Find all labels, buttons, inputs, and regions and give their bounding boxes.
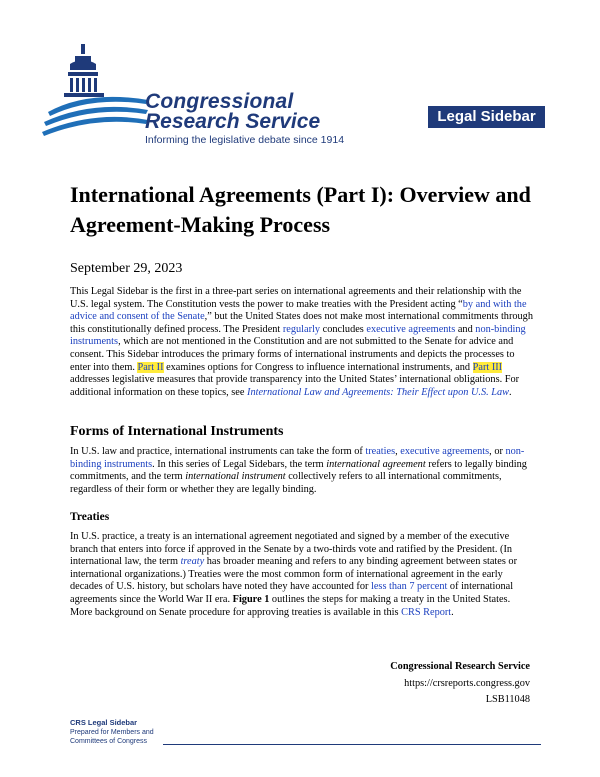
- link-part-iii[interactable]: Part III: [472, 361, 503, 373]
- footer-url[interactable]: https://crsreports.congress.gov: [404, 678, 530, 689]
- intro-paragraph: This Legal Sidebar is the first in a three-part series on international agreements and their relationship with the U.S. legal system. The Constitution vests the power to make treaties with the President acting “by and with the advice and consent of the Senate,” but the United States does not make most international commitments through this constitutionally defined process. The President regularly concludes executive agreements and non-binding instruments, which are not mentioned in the Constitution and are not submitted to the Senate for advice and consent. This Sidebar introduces the primary forms of international instruments and depicts the processes to enter into them. Part II examines options for Congress to influence international instruments, and Part III addresses legislative measures that provide transparency into the United States’ international obligations. For additional information on these topics, see International Law and Agreements: Their Effect upon U.S. Law.: [70, 286, 533, 398]
- link-international-law-report[interactable]: International Law and Agreements: Their Effect upon U.S. Law: [247, 386, 510, 398]
- capitol-dome-logo-icon: [40, 42, 150, 142]
- link-crs-report[interactable]: CRS Report: [401, 606, 452, 618]
- link-non-binding-instruments-2[interactable]: non-binding instruments: [70, 446, 525, 470]
- link-less-than-7-percent[interactable]: less than 7 percent: [371, 581, 448, 593]
- link-treaty[interactable]: treaty: [180, 556, 205, 568]
- crs-header: [40, 42, 560, 150]
- footer-left-line3: Committees of Congress: [70, 738, 148, 745]
- link-executive-agreements-2[interactable]: executive agreements: [400, 446, 490, 457]
- forms-paragraph: In U.S. law and practice, international instruments can take the form of treaties, executive agreements, or non-binding instruments. In this series of Legal Sidebars, the term international agreement refers to legally binding commitments, and the term international instrument collectively refers to all international commitments, regardless of their form or whether they are legally binding.: [70, 446, 527, 495]
- link-part-ii[interactable]: Part II: [137, 361, 164, 373]
- publication-date: September 29, 2023: [70, 261, 183, 276]
- brand-tagline: Informing the legislative debate since 1914: [145, 134, 345, 146]
- link-treaties[interactable]: treaties: [365, 446, 396, 457]
- brand-name-line1: Congressional: [145, 90, 294, 113]
- legal-sidebar-badge: Legal Sidebar: [428, 106, 545, 128]
- section-heading-forms: Forms of International Instruments: [70, 424, 284, 439]
- footer-left-line2: Prepared for Members and: [70, 729, 154, 736]
- link-advice-consent[interactable]: by and with the advice and consent of the Senate: [70, 298, 527, 323]
- link-non-binding-instruments[interactable]: non-binding instruments: [70, 323, 526, 348]
- footer-left-title: CRS Legal Sidebar: [70, 718, 138, 727]
- treaties-paragraph: In U.S. practice, a treaty is an international agreement negotiated and signed by a member of the executive branch that enters into force if approved in the Senate by a two-thirds vote and ratified by the President. (In international law, the term treaty has broader meaning and refers to any binding agreement between states or international organizations.) Treaties were the most common form of international agreement in the early decades of U.S. history, but scholars have noted they have accounted for less than 7 percent of international agreements since the World War II era. Figure 1 outlines the steps for making a treaty in the United States. More background on Senate procedure for approving treaties is available in this CRS Report.: [70, 531, 517, 618]
- footer-left-block: [70, 718, 154, 746]
- footer-divider: [163, 744, 541, 745]
- footer-org: Congressional Research Service: [390, 661, 530, 672]
- document-title: International Agreements (Part I): Overview and Agreement-Making Process: [70, 182, 531, 237]
- section-heading-treaties: Treaties: [70, 511, 110, 523]
- link-regularly[interactable]: regularly: [282, 323, 321, 335]
- footer-code: LSB11048: [485, 694, 530, 705]
- brand-name-line2: Research Service: [145, 110, 321, 133]
- link-executive-agreements[interactable]: executive agreements: [366, 323, 456, 335]
